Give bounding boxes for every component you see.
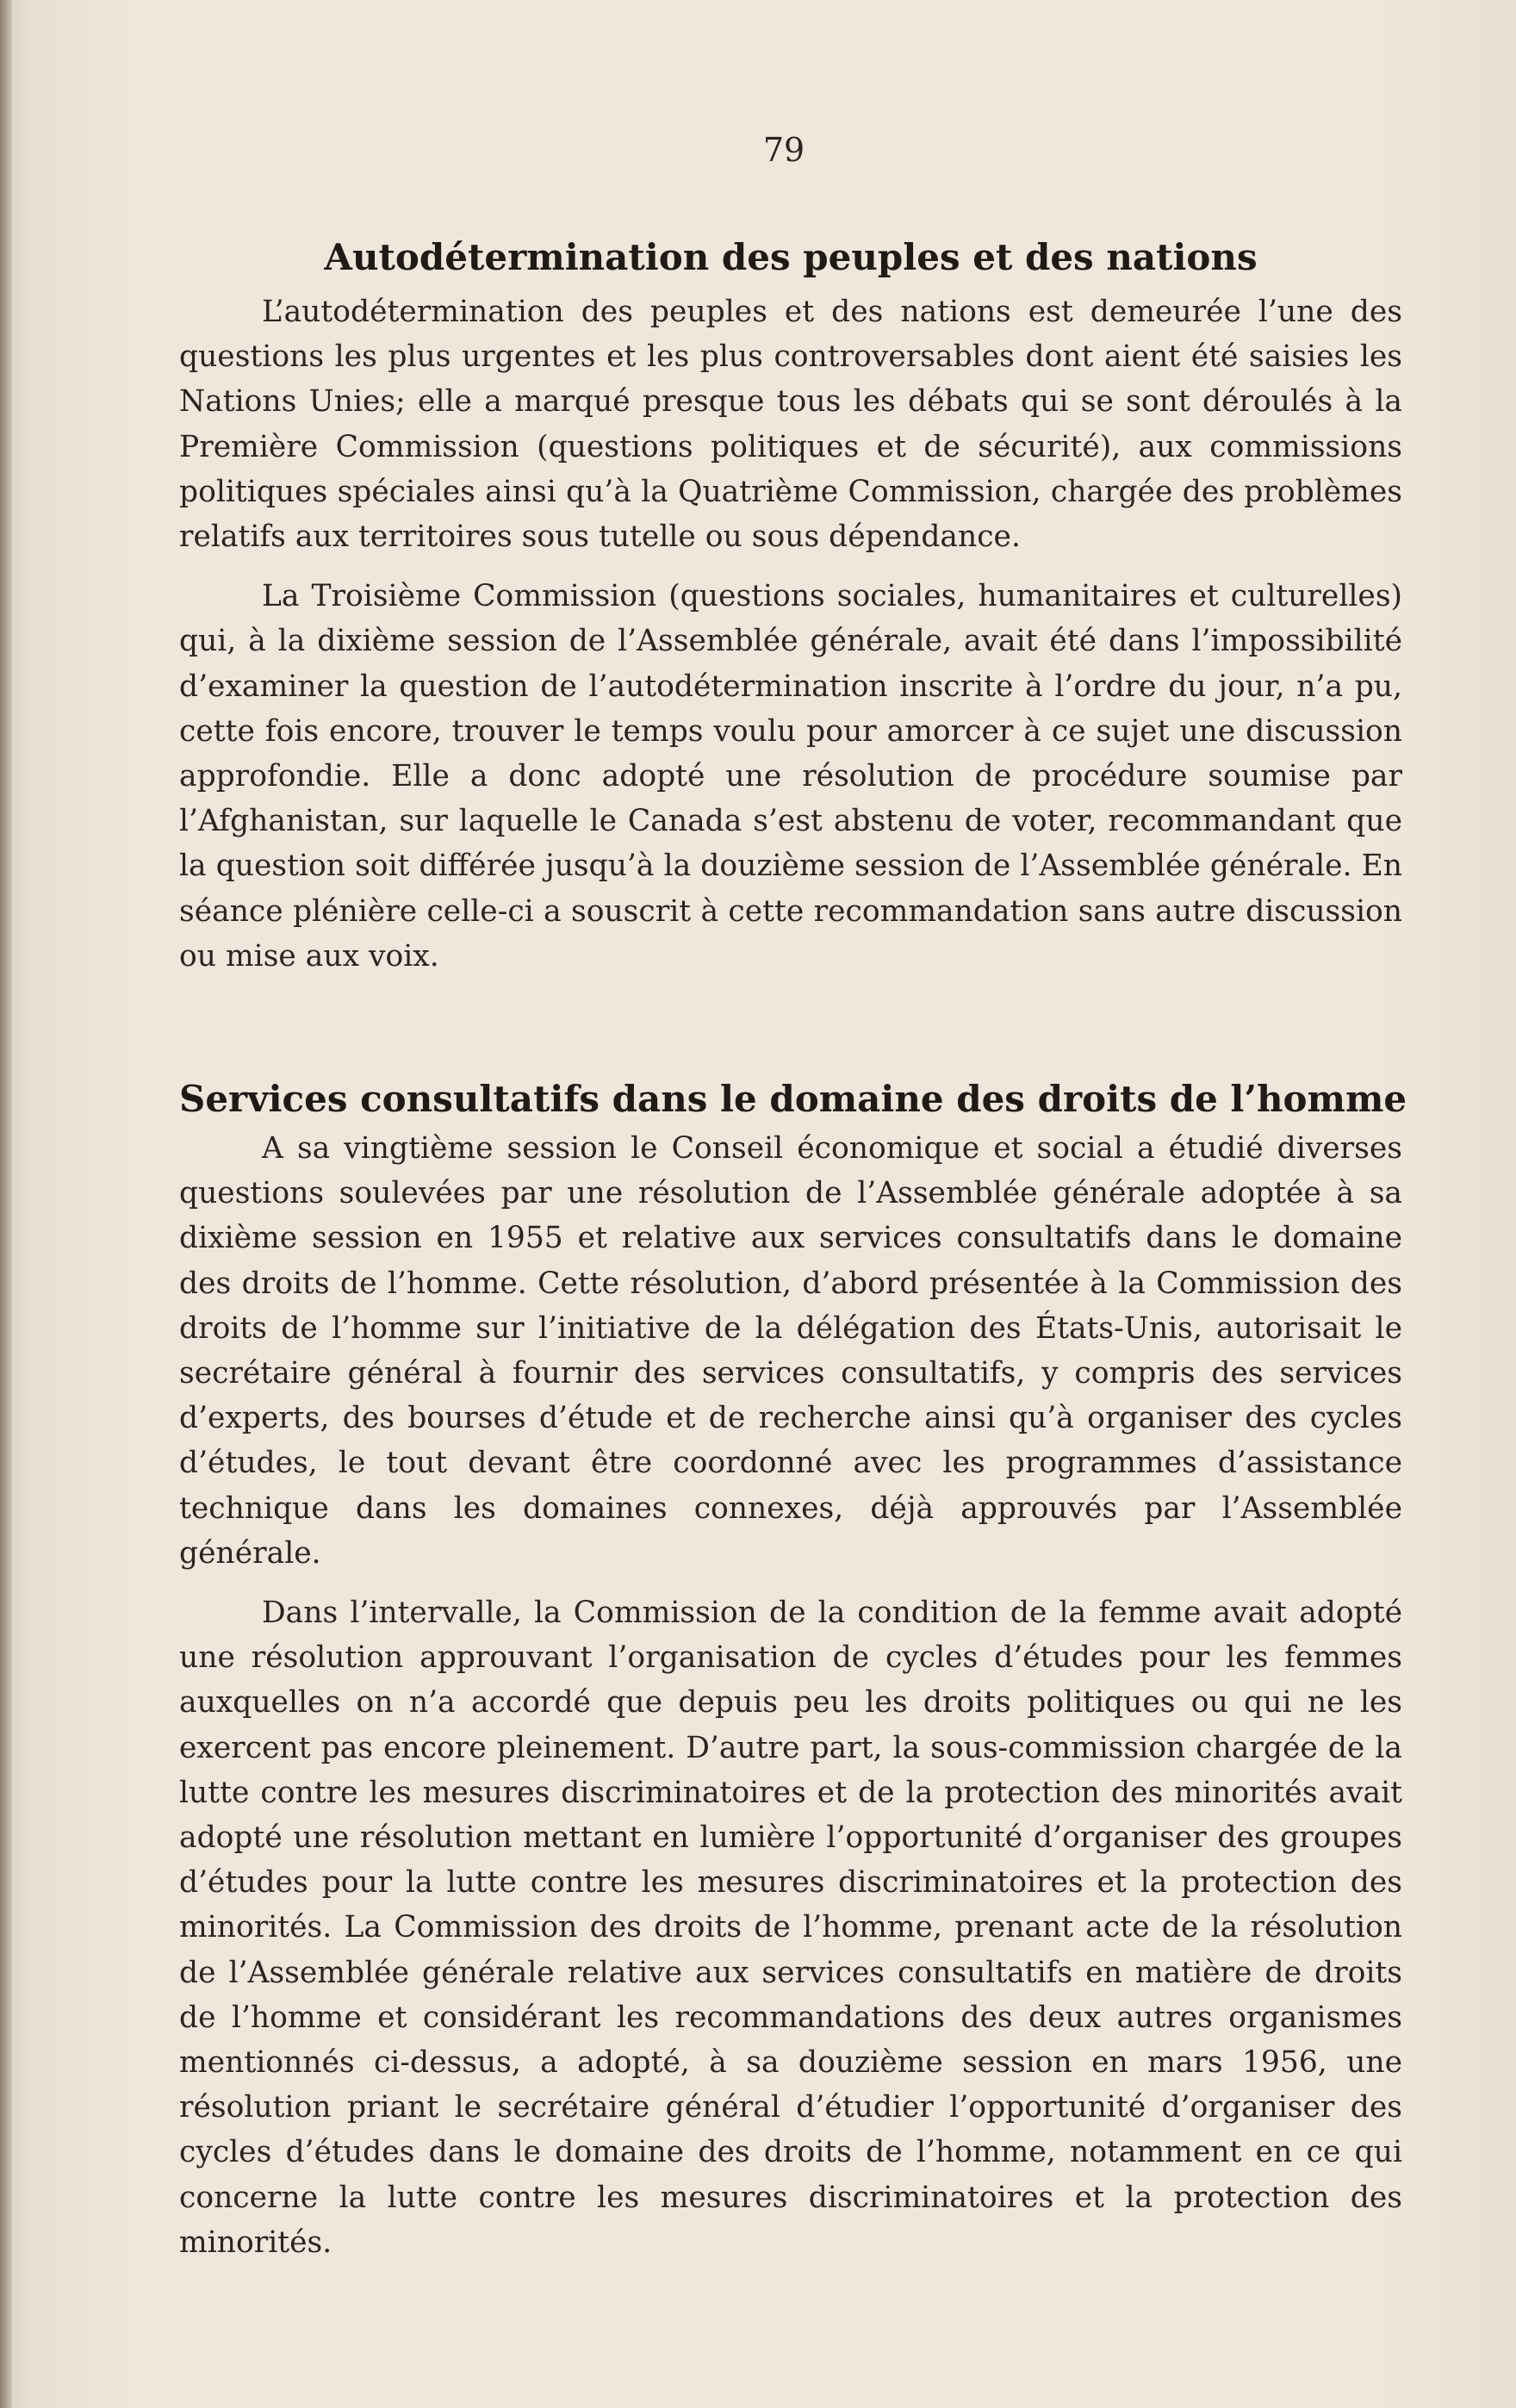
- paragraph: Dans l’intervalle, la Commission de la condition de la femme avait adopté une résolution approuvant l’organisation de cycles d’études pour les femmes auxquelles on n’a accordé que depuis peu les droits politiques ou qui ne les exercent pas encore pleinement. D’autre part, la sous-commission chargée de la lutte contre les mesures discriminatoires et de la protection des minorités avait adopté une résolution mettant en lumière l’opportunité d’organiser des groupes d’études pour la lutte contre les mesures discriminatoires et la protection des minorités. La Commission des droits de l’homme, prenant acte de la résolution de l’Assemblée générale relative aux services consultatifs en matière de droits de l’homme et considérant les recommandations des deux autres organismes mentionnés ci-dessus, a adopté, à sa douzième session en mars 1956, une résolution priant le secrétaire général d’étudier l’opportunité d’organiser des cycles d’études dans le domaine des droits de l’homme, notamment en ce qui concerne la lutte contre les mesures discriminatoires et la protection des minorités.: [179, 1596, 1402, 2260]
- page-binding-edge: [0, 0, 12, 2408]
- section-heading-self-determination: Autodétermination des peuples et des nations: [324, 236, 1258, 279]
- section-body-self-determination: [179, 289, 1402, 979]
- paragraph: La Troisième Commission (questions sociales, humanitaires et culturelles) qui, à la dixième session de l’Assemblée générale, avait été dans l’impossibilité d’examiner la question de l’autodétermination inscrite à l’ordre du jour, n’a pu, cette fois encore, trouver le temps voulu pour amorcer à ce sujet une discussion approfondie. Elle a donc adopté une résolution de procédure soumise par l’Afghanistan, sur laquelle le Canada s’est abstenu de voter, recommandant que la question soit différée jusqu’à la douzième session de l’Assemblée générale. En séance plénière celle-ci a souscrit à cette recommandation sans autre discussion ou mise aux voix.: [179, 579, 1402, 974]
- page-number: 79: [762, 131, 805, 169]
- section-heading-advisory-services: Services consultatifs dans le domaine des droits de l’homme: [179, 1077, 1407, 1120]
- paragraph: A sa vingtième session le Conseil économique et social a étudié diverses questions soulevées par une résolution de l’Assemblée générale adoptée à sa dixième session en 1955 et relative aux services consultatifs dans le domaine des droits de l’homme. Cette résolution, d’abord présentée à la Commission des droits de l’homme sur l’initiative de la délégation des États-Unis, autorisait le secrétaire général à fournir des services consultatifs, y compris des services d’experts, des bourses d’étude et de recherche ainsi qu’à organiser des cycles d’études, le tout devant être coordonné avec les programmes d’assistance technique dans les domaines connexes, déjà approuvés par l’Assemblée générale.: [179, 1131, 1402, 1571]
- paragraph: L’autodétermination des peuples et des nations est demeurée l’une des questions les plus urgentes et les plus controversables dont aient été saisies les Nations Unies; elle a marqué presque tous les débats qui se sont déroulés à la Première Commission (questions politiques et de sécurité), aux commissions politiques spéciales ainsi qu’à la Quatrième Commission, chargée des problèmes relatifs aux territoires sous tutelle ou sous dépendance.: [179, 295, 1402, 555]
- section-body-advisory-services: [179, 1126, 1402, 2265]
